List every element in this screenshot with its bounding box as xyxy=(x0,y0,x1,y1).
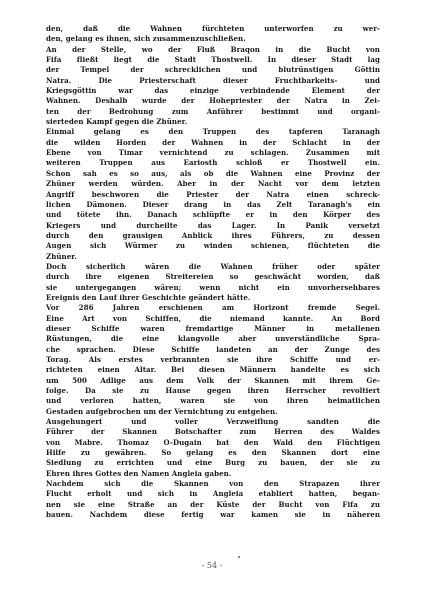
text-line: Nachdem sich die Skannen von den Strapazen ihrer xyxy=(46,479,380,489)
text-line: Rüstungen, die eine klangvolle aber unverständliche Spra- xyxy=(46,334,380,344)
text-line: Kriegers und durcheilte das Lager. In Panik versetzt xyxy=(46,220,380,230)
body-text xyxy=(46,24,380,521)
text-line: und tötete ihn. Danach schlüpfte er in den Körper des xyxy=(46,210,380,220)
text-line: Zhüner. xyxy=(46,251,77,261)
text-line: Ereignis den Lauf ihrer Geschichte geändert hätte. xyxy=(46,292,251,302)
text-line: die wilden Horden der Wahnen in der Schlacht in der xyxy=(46,137,380,147)
text-line: richteten einen Altar. Bei diesen Männern handelte es sich xyxy=(46,365,380,375)
text-line: nen sie eine Straße an der Küste der Bucht von Fifa zu xyxy=(46,499,380,509)
text-line: den, daß die Wahnen fürchteten unterworfen zu wer- xyxy=(46,24,380,33)
text-line: durch den grausigen Anblick ihres Führers, zu dessen xyxy=(46,230,380,240)
scan-speck xyxy=(238,556,240,558)
text-line: Zhüner werden würden. Aber in der Nacht vor dem letzten xyxy=(46,179,380,189)
text-line: bauen. Nachdem diese fertig war kamen sie in näheren xyxy=(46,510,380,520)
text-line: Kriegsgöttin war das einzige verbindende Element der xyxy=(46,86,380,96)
page-number: - 54 - xyxy=(201,561,223,570)
text-line: durch ihre eigenen Streitereien so geschwächt worden, daß xyxy=(46,272,380,282)
text-line: Vor 286 Jahren erschienen am Horizont fremde Segel. xyxy=(46,303,380,313)
text-line: ten der Bedrohung zum Anführer bestimmt und organi- xyxy=(46,106,380,116)
text-line: Ausgehungert und voller Verzweiflung sandten die xyxy=(46,417,380,427)
text-line: Ebene von Timar vernichtend zu schlagen. Zusammen mit xyxy=(46,148,380,158)
text-line: lichen Dämonen. Dieser drang in das Zelt Taranagh's ein xyxy=(46,199,380,209)
text-line: und verloren hatten, waren sie von ihren heimatlichen xyxy=(46,396,380,406)
text-line: weiteren Truppen aus Eariosth schloß er Thostwell ein. xyxy=(46,158,380,168)
text-line: Flucht erholt und sich in Angleia etabliert hatten, began- xyxy=(46,489,380,499)
text-line: dieser Schiffe waren fremdartige Männer in metallenen xyxy=(46,323,380,333)
text-line: Angriff beschworen die Priester der Natra einen schreck- xyxy=(46,189,380,199)
text-line: folge. Da sie zu Hause gegen ihren Herrscher revoltiert xyxy=(46,386,380,396)
text-line: von Mabre. Thomaz O-Dugain bat den Wald den Flüchtigen xyxy=(46,437,380,447)
text-line: Schon sah es so aus, als ob die Wahnen eine Provinz der xyxy=(46,168,380,178)
text-line: sie untergegangen wären; wenn nicht ein unvorhersehbares xyxy=(46,282,380,292)
text-line: Augen sich Würmer zu winden schienen, flüchteten die xyxy=(46,241,380,251)
text-line: sierteden Kampf gegen die Zhüner. xyxy=(46,117,188,127)
text-line: um 500 Adlige aus dem Volk der Skannen mit ihrem Ge- xyxy=(46,375,380,385)
text-line: Siedlung zu errichten und eine Burg zu bauen, der sie zu xyxy=(46,458,380,468)
text-line: Natra. Die Priesterschaft dieser Fruchtbarkeits- und xyxy=(46,75,380,85)
text-line: Führer der Skannen Botschafter zum Herren des Waldes xyxy=(46,427,380,437)
text-line: An der Stelle, wo der Fluß Braqon in die Bucht von xyxy=(46,44,380,54)
text-line: Einmal gelang es den Truppen des tapferen Taranagh xyxy=(46,127,380,137)
text-line: der Tempel der schrecklichen und blutrünstigen Göttin xyxy=(46,65,380,75)
text-line: Eine Art von Schiffen, die niemand kannte. An Bord xyxy=(46,313,380,323)
text-line: Torag. Als erstes verbrannten sie ihre Schiffe und er- xyxy=(46,355,380,364)
text-line: che sprachen. Diese Schiffe landeten an der Zunge des xyxy=(46,344,380,354)
text-line: Wahnen. Deshalb wurde der Hohepriester der Natra in Zei- xyxy=(46,96,380,106)
text-line: Fifa fließt liegt die Stadt Thostwell. In dieser Stadt lag xyxy=(46,55,380,65)
text-line: Gestaden aufgebrochen um der Vernichtung zu entgehen. xyxy=(46,406,278,416)
text-line: Hilfe zu gewähren. So gelang es den Skannen dort eine xyxy=(46,448,380,458)
text-line: den, gelang es ihnen, sich zusammenzuschließen. xyxy=(46,34,246,44)
text-line: Doch sicherlich wären die Wahnen früher oder später xyxy=(46,261,380,271)
text-line: Ehren ihres Gottes den Namen Angleia gaben. xyxy=(46,468,232,478)
